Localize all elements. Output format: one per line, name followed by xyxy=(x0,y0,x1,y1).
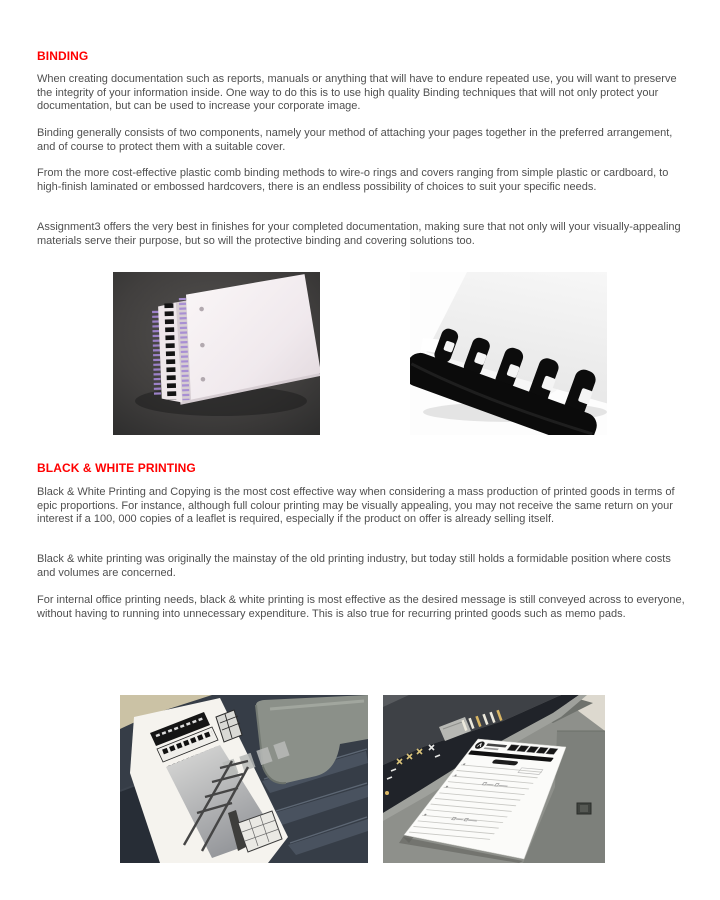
binding-paragraph-2: Binding generally consists of two components, namely your method of attaching your pages together in the preferred arrangement, and of course to protect them with a suitable cover. xyxy=(37,127,673,153)
printer-memo-pad-illustration xyxy=(383,695,605,863)
photo-spiral-notebooks xyxy=(113,272,320,435)
binding-paragraph-3: From the more cost-effective plastic comb binding methods to wire-o rings and covers ranging from simple plastic or cardboard, to high-finish laminated or embossed hardcovers, there is an endless possibility of choices to suit your specific needs. xyxy=(37,167,669,193)
bw-paragraph-2: Black & white printing was originally the mainstay of the old printing industry, but today still holds a formidable position where costs and volumes are concerned. xyxy=(37,553,671,579)
comb-binding-illustration xyxy=(410,272,607,435)
photo-printer-flyer xyxy=(120,695,368,863)
bw-paragraph-1: Black & White Printing and Copying is the most cost effective way when considering a mass production of printed goods in terms of epic proportions. For instance, although full colour printing may be visually appealing, you may not receive the same return on your interest if a 100, 000 copies of a leaflet is required, especially if the product on offer is already selling itself. xyxy=(37,486,675,525)
printer-flyer-illustration xyxy=(120,695,368,863)
bw-paragraph-3: For internal office printing needs, black & white printing is most effective as the desired message is still conveyed across to everyone, without having to running into unnecessary expenditure. This is also true for recurring printed goods such as memo pads. xyxy=(37,594,685,620)
binding-paragraph-4: Assignment3 offers the very best in finishes for your completed documentation, making sure that not only will your visually-appealing materials serve their purpose, but so will the protective binding and covering solutions too. xyxy=(37,221,681,247)
section-bw-printing-heading: BLACK & WHITE PRINTING xyxy=(37,461,196,475)
section-binding-heading: BINDING xyxy=(37,49,89,63)
spiral-notebooks-illustration xyxy=(113,272,320,435)
photo-printer-memo-pad xyxy=(383,695,605,863)
photo-comb-binding-closeup xyxy=(410,272,607,435)
binding-paragraph-1: When creating documentation such as reports, manuals or anything that will have to endure repeated use, you will want to preserve the integrity of your information inside. One way to do this is to use high quality Binding techniques that will not only protect your documentation, but can be used to increase your corporate image. xyxy=(37,73,677,112)
